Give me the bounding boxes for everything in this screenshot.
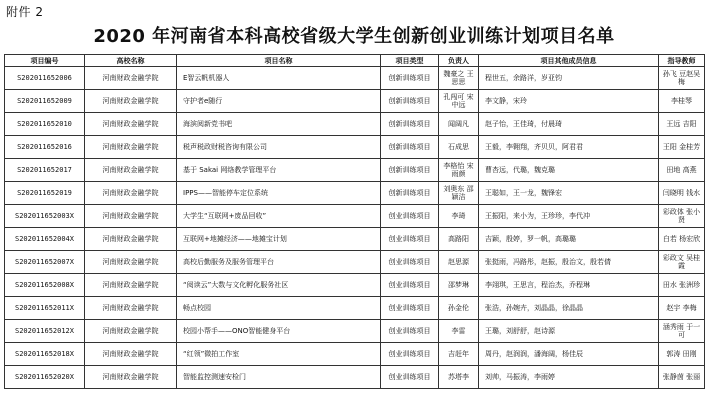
advisor: 涵秀雨 于一可 <box>659 320 705 343</box>
table-row <box>5 320 705 343</box>
project-members: 赵子怡，王佳琦，付晨琦 <box>479 113 659 136</box>
project-type: 创业训练项目 <box>381 366 439 389</box>
project-name: 海滨阅新党书吧 <box>177 113 381 136</box>
advisor: 郭涛 田刚 <box>659 343 705 366</box>
project-leader: 孙金伦 <box>439 297 479 320</box>
project-type: 创新训练项目 <box>381 67 439 90</box>
project-name: 校园小帮手——ONO智能健身平台 <box>177 320 381 343</box>
project-leader: 高路阳 <box>439 228 479 251</box>
school-name: 河南财政金融学院 <box>85 274 177 297</box>
school-name: 河南财政金融学院 <box>85 251 177 274</box>
project-type: 创新训练项目 <box>381 113 439 136</box>
project-name: 互联网+地摊经济——地摊宝计划 <box>177 228 381 251</box>
project-members: 王振阳，来小为，王珍珍，李代冲 <box>479 205 659 228</box>
school-name: 河南财政金融学院 <box>85 159 177 182</box>
advisor: 赵宇 李梅 <box>659 297 705 320</box>
project-members: 李文静，宋玲 <box>479 90 659 113</box>
school-name: 河南财政金融学院 <box>85 343 177 366</box>
advisor: 闫晓明 钱水 <box>659 182 705 205</box>
school-name: 河南财政金融学院 <box>85 113 177 136</box>
table-row <box>5 251 705 274</box>
project-members: 李翊琪，王思言，程治杰，乔程琳 <box>479 274 659 297</box>
advisor: 李桂琴 <box>659 90 705 113</box>
advisor: 王远 吉阳 <box>659 113 705 136</box>
project-code: S202011652020X <box>5 366 85 389</box>
project-type: 创业训练项目 <box>381 297 439 320</box>
advisor: 彩政文 吴桂霞 <box>659 251 705 274</box>
project-members: 王毅，李翱翔，齐贝贝，阿君君 <box>479 136 659 159</box>
project-name: E智云帆机器人 <box>177 67 381 90</box>
project-members: 张挺雨，冯路彤，赵振，殷治文，殷若倩 <box>479 251 659 274</box>
school-name: 河南财政金融学院 <box>85 90 177 113</box>
project-name: 税声税政财税咨询有限公司 <box>177 136 381 159</box>
school-name: 河南财政金融学院 <box>85 366 177 389</box>
advisor: 白若 杨宏欣 <box>659 228 705 251</box>
header-leader: 负责人 <box>439 55 479 67</box>
header-row <box>5 55 705 67</box>
table-row <box>5 228 705 251</box>
project-name: 畅点校园 <box>177 297 381 320</box>
project-members: 王璐，刘舒舒，赵诗源 <box>479 320 659 343</box>
project-code: S202011652018X <box>5 343 85 366</box>
table-row <box>5 182 705 205</box>
project-leader: 苏塔李 <box>439 366 479 389</box>
project-table <box>4 54 705 389</box>
advisor: 田地 高燕 <box>659 159 705 182</box>
project-code: S202011652010 <box>5 113 85 136</box>
school-name: 河南财政金融学院 <box>85 136 177 159</box>
page-title: 2020 年河南省本科高校省级大学生创新创业训练计划项目名单 <box>93 26 615 47</box>
school-name: 河南财政金融学院 <box>85 297 177 320</box>
table-row <box>5 205 705 228</box>
table-row <box>5 159 705 182</box>
project-code: S202011652008X <box>5 274 85 297</box>
table-row <box>5 274 705 297</box>
project-code: S202011652003X <box>5 205 85 228</box>
project-name: “红领”微拍工作室 <box>177 343 381 366</box>
project-code: S202011652019 <box>5 182 85 205</box>
project-code: S202011652011X <box>5 297 85 320</box>
table-row <box>5 90 705 113</box>
project-members: 周丹，赵润润，潘海阔，杨佳辰 <box>479 343 659 366</box>
project-members: 张浩，孙婉卉，刘晶晶，徐晶晶 <box>479 297 659 320</box>
header-type: 项目类型 <box>381 55 439 67</box>
project-name: 基于 Sakai 网络教学管理平台 <box>177 159 381 182</box>
project-name: 大学生“互联网+废品回收” <box>177 205 381 228</box>
project-code: S202011652006 <box>5 67 85 90</box>
header-members: 项目其他成员信息 <box>479 55 659 67</box>
table-row <box>5 113 705 136</box>
project-leader: 李琦 <box>439 205 479 228</box>
project-leader: 赵思源 <box>439 251 479 274</box>
table-row <box>5 343 705 366</box>
header-school: 高校名称 <box>85 55 177 67</box>
project-members: 刘帅，马振涛，李雨婷 <box>479 366 659 389</box>
project-name: “阅读云”大数与文化孵化服务社区 <box>177 274 381 297</box>
table-row <box>5 67 705 90</box>
project-name: 智能监控测速安检门 <box>177 366 381 389</box>
project-leader: 吉赶年 <box>439 343 479 366</box>
header-advisor: 指导教师 <box>659 55 705 67</box>
project-leader: 魏豪之 王思思 <box>439 67 479 90</box>
project-members: 王聪如，王一龙，魏锋宏 <box>479 182 659 205</box>
advisor: 王阳 金桂芳 <box>659 136 705 159</box>
project-members: 曹杏远，代璐，魏克璐 <box>479 159 659 182</box>
project-leader: 李格怡 宋雨颜 <box>439 159 479 182</box>
project-leader: 石成思 <box>439 136 479 159</box>
advisor: 田水 张洲珍 <box>659 274 705 297</box>
project-name: 高校后勤服务及服务管理平台 <box>177 251 381 274</box>
project-type: 创业训练项目 <box>381 205 439 228</box>
school-name: 河南财政金融学院 <box>85 228 177 251</box>
project-type: 创新训练项目 <box>381 90 439 113</box>
project-name: IPPS——智能停车定位系统 <box>177 182 381 205</box>
project-code: S202011652004X <box>5 228 85 251</box>
header-project-name: 项目名称 <box>177 55 381 67</box>
project-leader: 孔闯可 宋中远 <box>439 90 479 113</box>
project-name: 守护者e随行 <box>177 90 381 113</box>
project-type: 创新训练项目 <box>381 159 439 182</box>
project-type: 创新训练项目 <box>381 182 439 205</box>
project-code: S202011652012X <box>5 320 85 343</box>
table-row <box>5 366 705 389</box>
project-type: 创业训练项目 <box>381 251 439 274</box>
advisor: 张静茵 张丽 <box>659 366 705 389</box>
project-type: 创业训练项目 <box>381 320 439 343</box>
project-members: 吉颖，殷婷，罗一帆，高璐璐 <box>479 228 659 251</box>
project-leader: 刘奥东 邵颖洁 <box>439 182 479 205</box>
project-type: 创业训练项目 <box>381 343 439 366</box>
table-row <box>5 136 705 159</box>
project-type: 创业训练项目 <box>381 274 439 297</box>
advisor: 孙飞 豆赵吴梅 <box>659 67 705 90</box>
table-row <box>5 297 705 320</box>
school-name: 河南财政金融学院 <box>85 67 177 90</box>
project-code: S202011652016 <box>5 136 85 159</box>
school-name: 河南财政金融学院 <box>85 320 177 343</box>
project-leader: 闻阔凡 <box>439 113 479 136</box>
project-type: 创新训练项目 <box>381 136 439 159</box>
header-code: 项目编号 <box>5 55 85 67</box>
project-code: S202011652009 <box>5 90 85 113</box>
advisor: 彩政体 张小贤 <box>659 205 705 228</box>
school-name: 河南财政金融学院 <box>85 182 177 205</box>
project-code: S202011652007X <box>5 251 85 274</box>
school-name: 河南财政金融学院 <box>85 205 177 228</box>
attachment-label: 附件 2 <box>6 5 44 19</box>
project-members: 程世五，余路洋，岁亚钧 <box>479 67 659 90</box>
project-leader: 邵梦琳 <box>439 274 479 297</box>
project-type: 创业训练项目 <box>381 228 439 251</box>
project-leader: 李雷 <box>439 320 479 343</box>
project-code: S202011652017 <box>5 159 85 182</box>
